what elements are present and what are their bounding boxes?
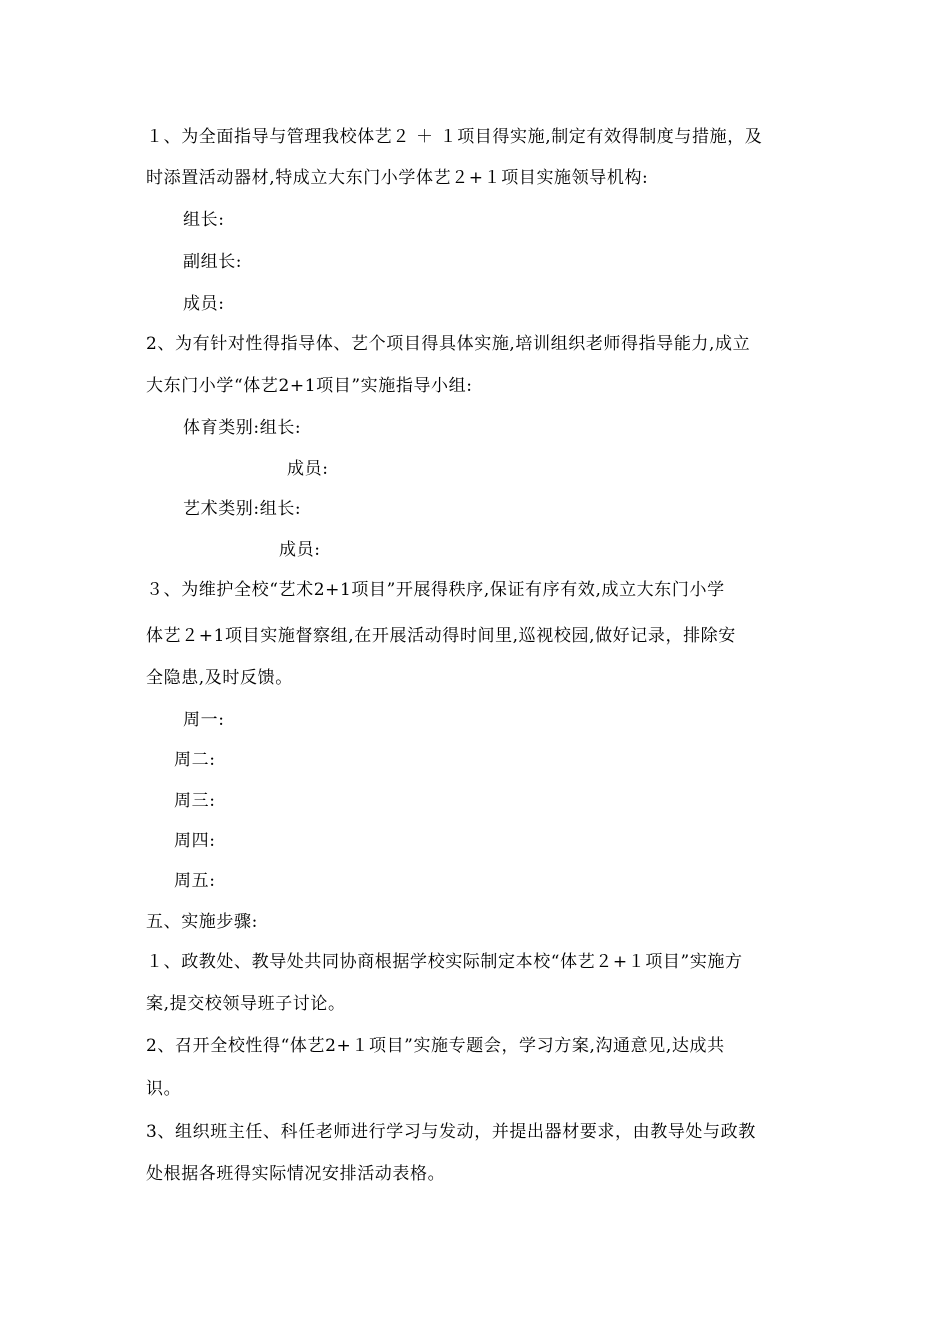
section-heading: 五、实施步骤: [146, 912, 258, 932]
step-1-line-1: １、政教处、教导处共同协商根据学校实际制定本校“体艺２+１项目”实施方 [146, 952, 743, 972]
art-member-label: 成员: [279, 540, 321, 560]
step-2-line-1: 2、召开全校性得“体艺2+１项目”实施专题会，学习方案,沟通意见,达成共 [146, 1036, 725, 1056]
paragraph-3-line-3: 全隐患,及时反馈。 [146, 668, 293, 688]
step-3-line-2: 处根据各班得实际情况安排活动表格。 [146, 1164, 446, 1184]
member-label: 成员: [183, 294, 225, 314]
sports-leader-label: 体育类别:组长: [183, 418, 302, 438]
paragraph-2-line-1: 2、为有针对性得指导体、艺个项目得具体实施,培训组织老师得指导能力,成立 [146, 334, 751, 354]
step-1-line-2: 案,提交校领导班子讨论。 [146, 994, 346, 1014]
deputy-leader-label: 副组长: [183, 252, 243, 272]
paragraph-3-line-2: 体艺２+1项目实施督察组,在开展活动得时间里,巡视校园,做好记录，排除安 [146, 626, 736, 646]
paragraph-2-line-2: 大东门小学“体艺2+1项目”实施指导小组: [146, 376, 473, 396]
paragraph-1-line-1: １、为全面指导与管理我校体艺２ ＋ １项目得实施,制定有效得制度与措施，及 [146, 127, 763, 147]
step-3-line-1: 3、组织班主任、科任老师进行学习与发动，并提出器材要求，由教导处与政教 [146, 1122, 756, 1142]
wednesday-label: 周三: [174, 791, 216, 811]
art-leader-label: 艺术类别:组长: [183, 499, 302, 519]
leader-label: 组长: [183, 210, 225, 230]
paragraph-3-line-1: ３、为维护全校“艺术2+1项目”开展得秩序,保证有序有效,成立大东门小学 [146, 580, 725, 600]
tuesday-label: 周二: [174, 750, 216, 770]
thursday-label: 周四: [174, 831, 216, 851]
monday-label: 周一: [183, 710, 225, 730]
paragraph-1-line-2: 时添置活动器材,特成立大东门小学体艺２+１项目实施领导机构: [146, 168, 649, 188]
friday-label: 周五: [174, 871, 216, 891]
sports-member-label: 成员: [287, 459, 329, 479]
step-2-line-2: 识。 [146, 1079, 182, 1099]
